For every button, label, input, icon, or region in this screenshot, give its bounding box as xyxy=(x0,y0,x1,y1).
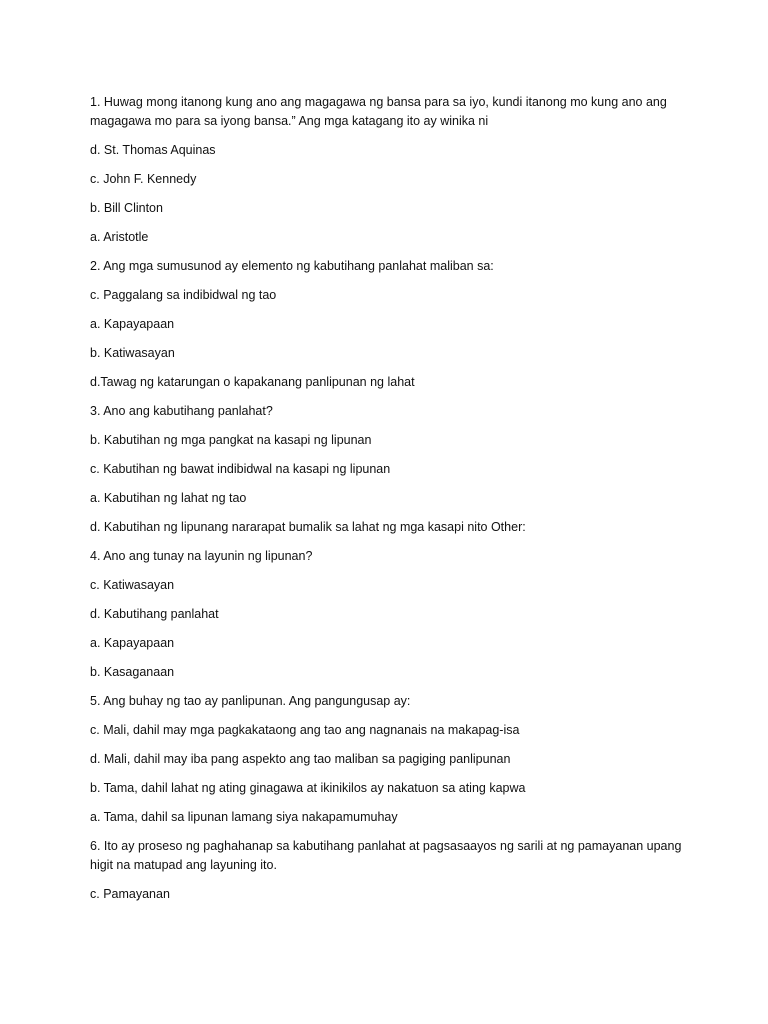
choice-3-b: b. Kabutihan ng mga pangkat na kasapi ng lipunan xyxy=(90,433,372,447)
choice-2-b: b. Katiwasayan xyxy=(90,346,175,360)
choice-2-d: d.Tawag ng katarungan o kapakanang panlipunan ng lahat xyxy=(90,375,415,389)
choice-2-c: c. Paggalang sa indibidwal ng tao xyxy=(90,288,277,302)
choice-5-d: d. Mali, dahil may iba pang aspekto ang tao maliban sa pagiging panlipunan xyxy=(90,752,511,766)
choice-2-a: a. Kapayapaan xyxy=(90,317,175,331)
choice-4-b: b. Kasaganaan xyxy=(90,665,175,679)
choice-5-b: b. Tama, dahil lahat ng ating ginagawa at ikinikilos ay nakatuon sa ating kapwa xyxy=(90,781,526,795)
choice-4-c: c. Katiwasayan xyxy=(90,578,175,592)
question-5: 5. Ang buhay ng tao ay panlipunan. Ang pangungusap ay: xyxy=(90,694,411,708)
question-2: 2. Ang mga sumusunod ay elemento ng kabutihang panlahat maliban sa: xyxy=(90,259,494,273)
choice-3-a: a. Kabutihan ng lahat ng tao xyxy=(90,491,247,505)
choice-1-a: a. Aristotle xyxy=(90,230,149,244)
question-6: 6. Ito ay proseso ng paghahanap sa kabutihang panlahat at pagsasaayos ng sarili at ng pamayanan upang higit na matupad ang layuning ito. xyxy=(90,839,682,872)
choice-5-a: a. Tama, dahil sa lipunan lamang siya nakapamumuhay xyxy=(90,810,398,824)
choice-4-d: d. Kabutihang panlahat xyxy=(90,607,219,621)
choice-6-c: c. Pamayanan xyxy=(90,887,170,901)
choice-1-d: d. St. Thomas Aquinas xyxy=(90,143,216,157)
question-4: 4. Ano ang tunay na layunin ng lipunan? xyxy=(90,549,313,563)
choice-4-a: a. Kapayapaan xyxy=(90,636,175,650)
question-3: 3. Ano ang kabutihang panlahat? xyxy=(90,404,273,418)
quiz-content xyxy=(90,93,690,914)
choice-1-c: c. John F. Kennedy xyxy=(90,172,197,186)
choice-3-d: d. Kabutihan ng lipunang nararapat bumalik sa lahat ng mga kasapi nito Other: xyxy=(90,520,526,534)
choice-1-b: b. Bill Clinton xyxy=(90,201,163,215)
question-1: 1. Huwag mong itanong kung ano ang magagawa ng bansa para sa iyo, kundi itanong mo kung ano ang magagawa mo para sa iyong bansa.” Ang mga katagang ito ay winika ni xyxy=(90,95,667,128)
choice-5-c: c. Mali, dahil may mga pagkakataong ang tao ang nagnanais na makapag-isa xyxy=(90,723,520,737)
choice-3-c: c. Kabutihan ng bawat indibidwal na kasapi ng lipunan xyxy=(90,462,391,476)
